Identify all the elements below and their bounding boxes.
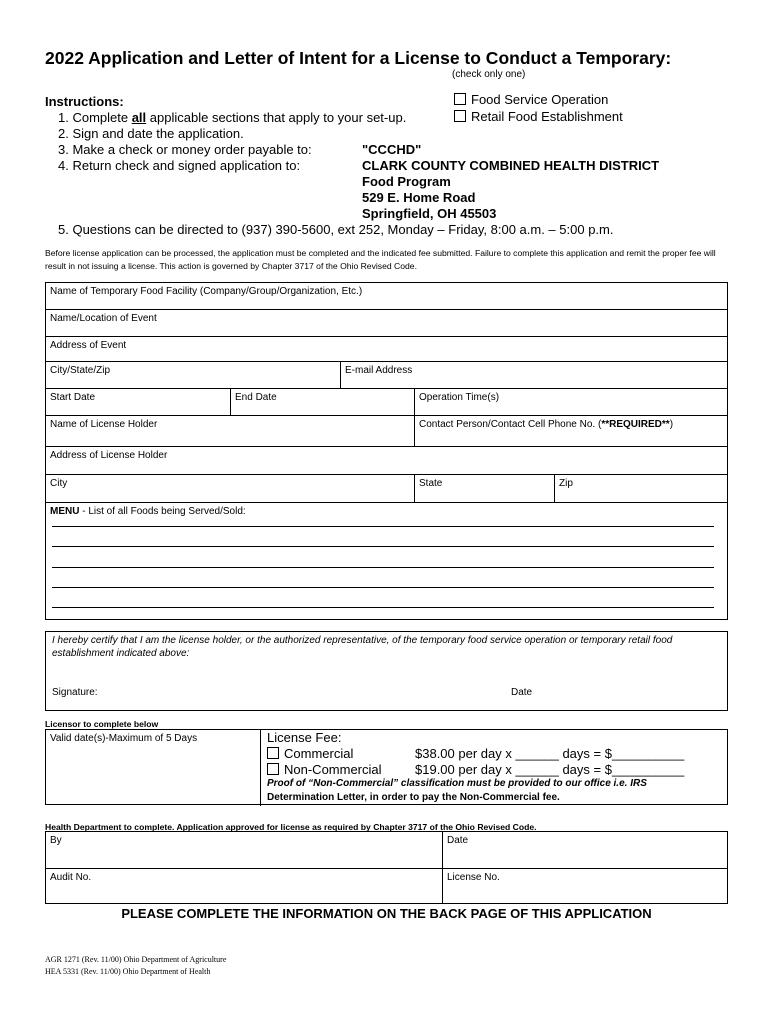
signature-label[interactable]: Signature: <box>52 687 98 698</box>
commercial-rate: $38.00 per day x ______ days = $__________ <box>415 746 685 761</box>
footer-agr: AGR 1271 (Rev. 11/00) Ohio Department of Agriculture <box>45 955 227 964</box>
fee-box-divider <box>260 729 261 806</box>
end-date-field[interactable]: End Date <box>230 388 415 416</box>
address-line-4: Springfield, OH 45503 <box>362 206 497 221</box>
payee: "CCCHD" <box>362 142 422 157</box>
license-holder-field[interactable]: Name of License Holder <box>45 415 415 447</box>
city-state-zip-field[interactable]: City/State/Zip <box>45 361 341 389</box>
audit-no-field[interactable]: Audit No. <box>45 868 443 904</box>
license-fee-label: License Fee: <box>267 730 342 745</box>
checkbox-noncommercial[interactable] <box>267 763 279 775</box>
email-field[interactable]: E-mail Address <box>340 361 728 389</box>
checkbox-retail-food[interactable] <box>454 110 466 122</box>
menu-field[interactable]: MENU - List of all Foods being Served/Sold: <box>45 502 728 620</box>
instruction-4: 4. Return check and signed application to: <box>58 158 301 173</box>
licensor-heading: Licensor to complete below <box>45 719 159 729</box>
holder-address-field[interactable]: Address of License Holder <box>45 446 728 475</box>
proof-note-1: Proof of “Non-Commercial” classification must be provided to our office i.e. IRS <box>267 778 647 789</box>
city-field[interactable]: City <box>45 474 415 503</box>
state-field[interactable]: State <box>414 474 555 503</box>
contact-phone-field[interactable]: Contact Person/Contact Cell Phone No. (**REQUIRED**) <box>414 415 728 447</box>
noncommercial-option[interactable]: Non-Commercial <box>267 762 382 777</box>
start-date-field[interactable]: Start Date <box>45 388 231 416</box>
noncommercial-rate: $19.00 per day x ______ days = $__________ <box>415 762 685 777</box>
menu-line <box>52 546 714 547</box>
commercial-option[interactable]: Commercial <box>267 746 353 761</box>
address-line-1: CLARK COUNTY COMBINED HEALTH DISTRICT <box>362 158 660 173</box>
menu-line <box>52 567 714 568</box>
processing-notice: Before license application can be processed, the application must be completed and the indicated fee submitted. Failure to complete this application and remit the proper fee will result in not issuing a license. This action is governed by Chapter 3717 of the Ohio Revised Code. <box>45 248 716 271</box>
instruction-5: 5. Questions can be directed to (937) 390-5600, ext 252, Monday – Friday, 8:00 a.m. – 5:00 p.m. <box>58 222 614 237</box>
by-field[interactable]: By <box>45 831 443 869</box>
license-no-field[interactable]: License No. <box>442 868 728 904</box>
signature-date-label[interactable]: Date <box>511 687 533 698</box>
instruction-3: 3. Make a check or money order payable to: <box>58 142 312 157</box>
option-food-service[interactable]: Food Service Operation <box>454 92 608 107</box>
instructions-heading: Instructions: <box>45 94 124 109</box>
check-only-note: (check only one) <box>452 69 526 80</box>
approval-date-field[interactable]: Date <box>442 831 728 869</box>
valid-dates-field[interactable]: Valid date(s)-Maximum of 5 Days <box>45 729 261 805</box>
checkbox-food-service[interactable] <box>454 93 466 105</box>
event-name-field[interactable]: Name/Location of Event <box>45 309 728 337</box>
checkbox-commercial[interactable] <box>267 747 279 759</box>
menu-line <box>52 587 714 588</box>
proof-note-2: Determination Letter, in order to pay the Non-Commercial fee. <box>267 792 560 803</box>
certification-text: I hereby certify that I am the license holder, or the authorized representative, of the temporary food service operation or temporary retail food establishment indicated above: <box>52 635 673 659</box>
back-page-notice: PLEASE COMPLETE THE INFORMATION ON THE BACK PAGE OF THIS APPLICATION <box>121 906 652 921</box>
option-retail-food[interactable]: Retail Food Establishment <box>454 109 623 124</box>
footer-hea: HEA 5331 (Rev. 11/00) Ohio Department of Health <box>45 967 211 976</box>
instruction-1: 1. Complete all applicable sections that apply to your set-up. <box>58 110 407 125</box>
address-line-2: Food Program <box>362 174 451 189</box>
facility-name-field[interactable]: Name of Temporary Food Facility (Company/Group/Organization, Etc.) <box>45 282 728 310</box>
page-title: 2022 Application and Letter of Intent for a License to Conduct a Temporary: <box>45 48 672 68</box>
address-line-3: 529 E. Home Road <box>362 190 476 205</box>
menu-line <box>52 526 714 527</box>
operation-times-field[interactable]: Operation Time(s) <box>414 388 728 416</box>
menu-line <box>52 607 714 608</box>
event-address-field[interactable]: Address of Event <box>45 336 728 362</box>
health-dept-heading: Health Department to complete. Application approved for license as required by Chapter 3717 of the Ohio Revised Code. <box>45 822 537 832</box>
instruction-2: 2. Sign and date the application. <box>58 126 244 141</box>
zip-field[interactable]: Zip <box>554 474 728 503</box>
